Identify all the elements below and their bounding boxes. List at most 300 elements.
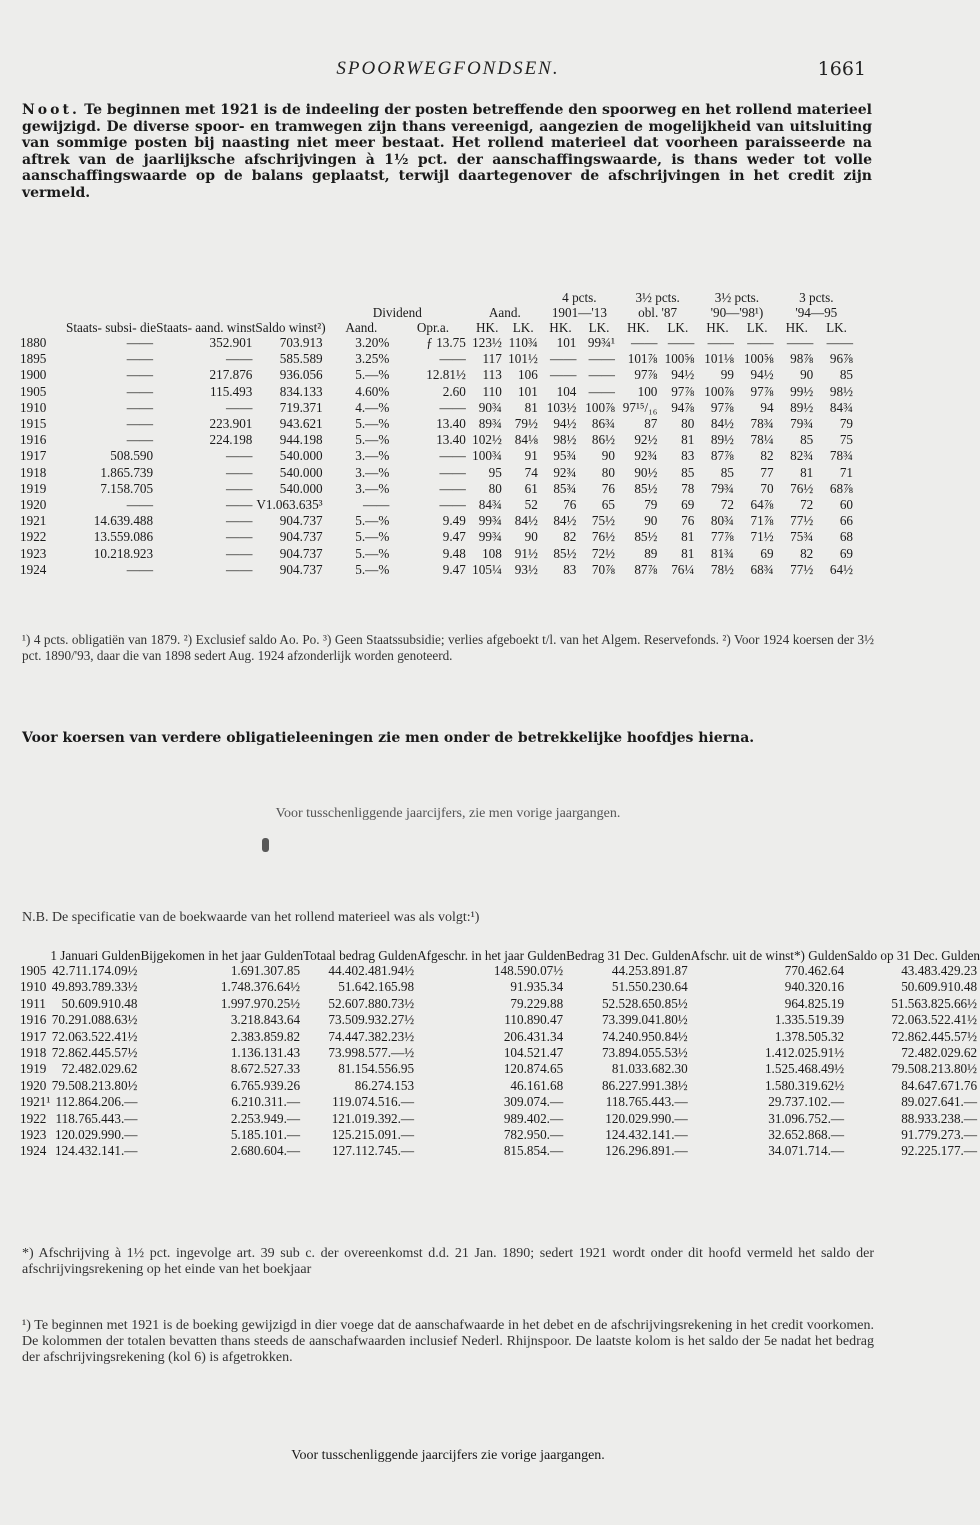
table-cell: ƒ 13.75	[426, 335, 466, 350]
ink-smudge	[262, 838, 269, 852]
table-cell: 74	[524, 464, 538, 480]
table-cell: 964.825.19	[784, 995, 845, 1011]
table-cell: 6.765.939.26	[230, 1077, 301, 1093]
table-cell: 127.112.745.—	[332, 1143, 415, 1159]
table-cell: 106	[518, 367, 538, 383]
table-cell: 73.894.055.53½	[601, 1045, 688, 1061]
table-cell: 3.—%	[355, 480, 390, 496]
table-cell: ——	[588, 383, 615, 399]
table-cell: ——	[226, 480, 253, 496]
table-cell: 90	[601, 448, 615, 464]
table-cell: 100⅝	[664, 351, 695, 367]
table-cell: ——	[226, 351, 253, 367]
table-cell: 119.074.516.—	[332, 1094, 415, 1110]
table-cell: 85	[839, 367, 853, 383]
table-cell: 98⅞	[790, 351, 814, 367]
col-35pct-b-sub: '90—'98¹)	[710, 305, 764, 320]
table-cell: 1922	[20, 529, 47, 545]
col-4pct-hk: HK.	[549, 320, 572, 335]
table-cell: 9.49	[442, 513, 466, 529]
table-cell: 87⅞	[634, 561, 658, 577]
table-cell: ——	[126, 399, 154, 415]
col2-bedrag: Bedrag 31 Dec. Gulden	[566, 948, 691, 963]
col-aand-lk: LK.	[512, 320, 534, 335]
col2-totaal: Totaal bedrag Gulden	[303, 948, 418, 963]
note-tusschen-2: Voor tusschenliggende jaarcijfers zie vorige jaargangen.	[291, 1448, 605, 1463]
table-cell: 102½	[472, 432, 502, 448]
table-cell: 5.—%	[355, 432, 390, 448]
table-cell: 72.482.029.62	[901, 1045, 978, 1061]
table-cell: 91½	[514, 545, 538, 561]
table-cell: 1916	[20, 432, 47, 448]
table-cell: 76½	[790, 480, 814, 496]
table-cell: ——	[439, 464, 466, 480]
table-cell: 224.198	[209, 432, 253, 448]
col2-afgeschreven: Afgeschr. in het jaar Gulden	[417, 948, 567, 963]
table-cell: 904.737	[279, 545, 323, 561]
table-cell: 8.672.527.33	[230, 1061, 301, 1077]
table-cell: 72	[800, 497, 814, 513]
table-cell: ——	[707, 335, 734, 350]
table-cell: ——	[226, 545, 253, 561]
table-cell: 1922	[20, 1110, 47, 1126]
table-cell: 3.218.843.64	[230, 1012, 301, 1028]
table-row	[20, 513, 856, 529]
table-cell: 5.—%	[355, 416, 390, 432]
table-cell: 110¾	[508, 335, 538, 350]
table-cell: 508.590	[110, 448, 154, 464]
table-row	[20, 416, 856, 432]
table-cell: 904.737	[279, 529, 323, 545]
table-cell: 50.609.910.48	[61, 995, 138, 1011]
table-cell: 97⅞	[671, 383, 695, 399]
table-cell: 91.935.34	[510, 979, 564, 995]
table-cell: 1895	[20, 351, 47, 367]
table-cell: 92½	[634, 432, 658, 448]
table-cell: 68¾	[750, 561, 774, 577]
table-cell: 96⅞	[829, 351, 853, 367]
table-cell: 72.063.522.41½	[891, 1012, 978, 1028]
table-cell: 77⅞	[710, 529, 734, 545]
col-35pct-b-label: 3½ pcts.	[714, 290, 760, 305]
table-cell: 540.000	[279, 464, 323, 480]
col-saldo: Saldo winst²)	[255, 320, 326, 335]
table-cell: 3.25%	[355, 351, 390, 367]
table-cell: 9.47	[442, 561, 466, 577]
table-cell: ——	[786, 335, 814, 350]
note-text: Te beginnen met 1921 is de indeeling der posten betreffende den spoorweg en het rollend materieel gewijzigd. De diverse spoor- en tramwegen zijn thans vereenigd, aangezien de mogelijkheid van uitsluiting van sommige posten bij naasting niet meer bestaat. Het rollend materieel dat voorheen paraisseerde na aftrek van de jaarlijksche afschrijvingen à 1½ pct. der aanschaffingswaarde, is thans weder tot volle aanschaffingswaarde op de balans geplaatst, terwijl daartegenover de afschrijvingen in het credit zijn vermeld.	[22, 102, 872, 201]
table-cell: 108	[482, 545, 502, 561]
table-cell: 12.81½	[426, 367, 466, 383]
table-cell: 87	[644, 416, 658, 432]
note-koersen: Voor koersen van verdere obligatieleeningen zie men onder de betrekkelijke hoofdjes hierna.	[22, 730, 755, 746]
table-cell: 81	[681, 545, 695, 561]
table-cell: 86.227.991.38½	[601, 1077, 688, 1093]
table-cell: 74.447.382.23½	[328, 1028, 415, 1044]
table-cell: 105¼	[472, 561, 502, 577]
table-cell: 13.40	[436, 432, 466, 448]
table-cell: 103½	[546, 399, 577, 415]
table-cell: 1915	[20, 416, 47, 432]
table-cell: 42.711.174.09½	[52, 963, 138, 978]
table-cell: 85	[681, 464, 695, 480]
table-cell: 95	[488, 464, 502, 480]
table-row	[20, 1127, 980, 1143]
col-aand-label: Aand.	[488, 305, 521, 320]
table-cell: 81	[524, 399, 538, 415]
table-cell: ——	[439, 480, 466, 496]
table-cell: ——	[126, 561, 154, 577]
table-cell: 13.40	[436, 416, 466, 432]
note-paragraph	[22, 102, 872, 201]
table-cell: 1.997.970.25½	[220, 995, 301, 1011]
table-cell: 66	[839, 513, 853, 529]
table-cell: 1921¹	[20, 1094, 51, 1110]
table-row	[20, 996, 980, 1012]
table-cell: 148.590.07½	[493, 963, 564, 978]
table-cell: 88.933.238.—	[901, 1110, 978, 1126]
table-cell: 5.185.101.—	[230, 1127, 301, 1143]
table-cell: 1916	[20, 1012, 47, 1028]
table-cell: 1.378.505.32	[774, 1028, 845, 1044]
table-row	[20, 384, 856, 400]
table-row	[20, 432, 856, 448]
table-cell: ——	[126, 432, 154, 448]
table-cell: 52	[524, 497, 538, 513]
table-cell: 76	[601, 480, 615, 496]
table-cell: 100⅞	[704, 383, 734, 399]
table-cell: 77½	[790, 513, 814, 529]
table-cell: 112.864.206.—	[55, 1094, 138, 1110]
table-cell: 1.412.025.91½	[764, 1045, 845, 1061]
table-cell: 100⅞	[585, 399, 615, 415]
table-cell: 69	[760, 545, 774, 561]
table-cell: 31.096.752.—	[768, 1110, 845, 1126]
table-cell: 1.580.319.62½	[764, 1077, 845, 1093]
table-cell: 91	[524, 448, 538, 464]
table-cell: 100¾	[472, 448, 502, 464]
col-dividend	[326, 290, 469, 335]
table-cell: ——	[550, 351, 577, 367]
table-cell: 540.000	[279, 480, 323, 496]
table-row	[20, 546, 856, 562]
table-cell: ——	[747, 335, 774, 350]
table-cell: 2.680.604.—	[230, 1143, 301, 1159]
table-cell: 94⅞	[671, 399, 695, 415]
table-cell: 51.563.825.66½	[891, 995, 978, 1011]
table-cell: 81	[681, 432, 695, 448]
table-cell: 51.550.230.64	[611, 979, 688, 995]
table-cell: 73.509.932.27½	[328, 1012, 415, 1028]
table-cell: 44.402.481.94½	[328, 963, 415, 978]
table-cell: 352.901	[209, 335, 253, 350]
table-cell: 68⅞	[829, 480, 853, 496]
table-cell: 2.383.859.82	[230, 1028, 301, 1044]
table-cell: 52.607.880.73½	[328, 995, 415, 1011]
table-cell: 585.589	[279, 351, 323, 367]
table-cell: 94½	[553, 416, 577, 432]
table-cell: 77½	[790, 561, 814, 577]
table-cell: 98½	[829, 383, 853, 399]
table-cell: ——	[667, 335, 695, 350]
table-cell: 90¾	[478, 399, 502, 415]
table-cell: 125.215.091.—	[331, 1127, 415, 1143]
col-3pct-label: 3 pcts.	[799, 290, 834, 305]
footnotes-table1: ¹) 4 pcts. obligatiën van 1879. ²) Exclusief saldo Ao. Po. ³) Geen Staatssubsidie; verlies afgeboekt t/l. van het Algem. Reservefonds. ²) Voor 1924 koersen der 3½ pct. 1890/'93, daar die van 1898 sedert Aug. 1924 afzonderlijk worden genoteerd.	[22, 632, 874, 663]
table-cell: 101	[556, 335, 577, 350]
table-cell: 1923	[20, 1127, 47, 1143]
table-cell: 124.432.141.—	[55, 1143, 138, 1159]
table-cell: 84½	[553, 513, 577, 529]
table-cell: 99¾¹	[587, 335, 615, 350]
table-cell: 70⅞	[591, 561, 615, 577]
table-row	[20, 1061, 980, 1077]
table-cell: 77	[760, 464, 774, 480]
table-cell: 101⅛	[704, 351, 734, 367]
table-cell: 5.—%	[355, 545, 390, 561]
table-cell: 5.—%	[355, 367, 390, 383]
table-cell: 73.998.577.—½	[328, 1045, 415, 1061]
table-cell: ——	[126, 383, 154, 399]
table-cell: 113	[482, 367, 502, 383]
col-aand-hk: HK.	[476, 320, 499, 335]
table-cell: ——	[126, 416, 154, 432]
table-cell: 90	[524, 529, 538, 545]
table-cell: 1923	[20, 545, 47, 561]
table-cell: ——	[126, 335, 154, 350]
table-cell: 64½	[829, 561, 853, 577]
table-row	[20, 963, 980, 979]
table-cell: 1.748.376.64½	[220, 979, 301, 995]
table-cell: 217.876	[209, 367, 253, 383]
col-dividend-aand: Aand.	[345, 320, 378, 335]
table1-body	[20, 335, 856, 578]
table-cell: 79.508.213.80½	[891, 1061, 978, 1077]
col-4pct-lk: LK.	[588, 320, 610, 335]
table-cell: ——	[439, 399, 466, 415]
table-cell: 64⅞	[750, 497, 774, 513]
table-cell: 70	[760, 480, 774, 496]
table-cell: 84.647.671.76	[901, 1077, 978, 1093]
col-35pct-a-lk: LK.	[667, 320, 689, 335]
table-cell: 84½	[710, 416, 734, 432]
col-staatsaand: Staats- aand. winst	[156, 320, 256, 335]
table-cell: 81.033.682.30	[611, 1061, 688, 1077]
table-cell: 904.737	[279, 513, 323, 529]
table-row	[20, 1029, 980, 1045]
table-cell: 4.—%	[355, 399, 390, 415]
table-cell: 52.528.650.85½	[601, 995, 688, 1011]
table-cell: 110.890.47	[504, 1012, 564, 1028]
table-cell: 92¾	[553, 464, 577, 480]
col2-januari: 1 Januari Gulden	[50, 948, 141, 963]
col-dividend-opra: Opr.a.	[416, 320, 450, 335]
table-cell: 86.274.153	[354, 1077, 415, 1093]
table-row	[20, 481, 856, 497]
col-3pct-hk: HK.	[785, 320, 808, 335]
table-cell: 84¾	[478, 497, 502, 513]
table-cell: 61	[524, 480, 538, 496]
table-cell: 82	[800, 545, 814, 561]
koersen-table	[20, 290, 856, 578]
table-row	[20, 465, 856, 481]
table-cell: 1918	[20, 1045, 47, 1061]
table-cell: 78¼	[750, 432, 774, 448]
table-cell: 1918	[20, 464, 47, 480]
table-cell: 97⅞	[750, 383, 774, 399]
table-row	[20, 529, 856, 545]
table-cell: 124.432.141.—	[605, 1127, 688, 1143]
table-cell: 1905	[20, 963, 47, 978]
table-row	[20, 1111, 980, 1127]
table-cell: ——	[126, 351, 154, 367]
table-cell: 104	[556, 383, 577, 399]
table-cell: 5.—%	[355, 529, 390, 545]
table-cell: ——	[439, 351, 466, 367]
table-cell: 99	[720, 367, 734, 383]
col-3pct	[777, 290, 856, 335]
table-cell: 118.765.443.—	[605, 1094, 688, 1110]
table-cell: 989.402.—	[503, 1110, 564, 1126]
table-cell: 1911	[20, 995, 46, 1011]
table-cell: ——	[126, 367, 154, 383]
table-cell: 1.691.307.85	[230, 963, 301, 978]
table-cell: 14.639.488	[93, 513, 154, 529]
table-cell: 79.508.213.80½	[51, 1077, 138, 1093]
table-cell: 80¾	[710, 513, 734, 529]
col2-afschr-winst: Afschr. uit de winst*) Gulden	[690, 948, 848, 963]
table-cell: 943.621	[279, 416, 323, 432]
table-row	[20, 448, 856, 464]
table-cell: 95¾	[553, 448, 577, 464]
table-cell: 73.399.041.80½	[601, 1012, 688, 1028]
table-cell: 81	[681, 529, 695, 545]
table-cell: 34.071.714.—	[768, 1143, 845, 1159]
table-row	[20, 351, 856, 367]
table-cell: 50.609.910.48	[901, 979, 978, 995]
table-cell: 74.240.950.84½	[601, 1028, 688, 1044]
col2-saldo: Saldo op 31 Dec. Gulden	[847, 948, 980, 963]
table-cell: 72½	[591, 545, 615, 561]
table-cell: ——	[226, 529, 253, 545]
table2-header-row	[20, 948, 980, 963]
table-cell: 123½	[472, 335, 502, 350]
table-cell: 80	[601, 464, 615, 480]
table-cell: 84¾	[829, 399, 853, 415]
table-cell: 206.431.34	[503, 1028, 564, 1044]
table-cell: ——	[226, 513, 253, 529]
table-cell: 309.074.—	[503, 1094, 564, 1110]
table-cell: 81	[800, 464, 814, 480]
note-label: Noot.	[22, 102, 80, 118]
table-cell: 1920	[20, 1077, 47, 1093]
table-cell: 84⅛	[514, 432, 538, 448]
table-cell: 703.913	[279, 335, 323, 350]
table-cell: 13.559.086	[93, 529, 154, 545]
table-cell: 85½	[634, 529, 658, 545]
table-cell: 115.493	[210, 383, 253, 399]
table-cell: 89.027.641.—	[901, 1094, 978, 1110]
table-cell: 79.229.88	[510, 995, 564, 1011]
table-cell: 79	[644, 497, 658, 513]
table-cell: ——	[826, 335, 853, 350]
table-cell: 904.737	[279, 561, 323, 577]
table-cell: 85½	[553, 545, 577, 561]
table-cell: 120.874.65	[503, 1061, 564, 1077]
table-cell: 126.296.891.—	[605, 1143, 688, 1159]
table-cell: 1.865.739	[100, 464, 154, 480]
table-cell: 69	[839, 545, 853, 561]
table-cell: 93½	[514, 561, 538, 577]
table-cell: 43.483.429.23	[901, 963, 978, 978]
table-cell: 1917	[20, 448, 47, 464]
table-cell: 99½	[790, 383, 814, 399]
table-cell: 85	[800, 432, 814, 448]
table-cell: 51.642.165.98	[338, 979, 415, 995]
table-row	[20, 979, 980, 995]
table-cell: ——	[588, 367, 615, 383]
table-cell: 86¾	[591, 416, 615, 432]
table-cell: ——	[126, 497, 154, 513]
table-cell: 1919	[20, 1061, 47, 1077]
table-cell: 98½	[553, 432, 577, 448]
table-cell: 89½	[790, 399, 814, 415]
table-cell: 3.—%	[355, 464, 390, 480]
table-cell: ——	[226, 399, 253, 415]
table-cell: 782.950.—	[503, 1127, 564, 1143]
table-cell: 90½	[634, 464, 658, 480]
table-cell: ——	[439, 497, 466, 513]
table-cell: 3.—%	[355, 448, 390, 464]
table-cell: 79½	[514, 416, 538, 432]
col-35pct-b	[697, 290, 776, 335]
table-cell: 83	[563, 561, 577, 577]
table-cell: 78¾	[750, 416, 774, 432]
col-3pct-lk: LK.	[826, 320, 847, 335]
table-cell: 82	[760, 448, 774, 464]
table-cell: 1.525.468.49½	[764, 1061, 845, 1077]
table-cell: ——	[631, 335, 658, 350]
table-cell: ——	[226, 464, 253, 480]
table-cell: 72	[720, 497, 734, 513]
table-cell: 1905	[20, 383, 47, 399]
table-cell: 82	[563, 529, 577, 545]
table-row	[20, 497, 856, 513]
col2-bijgekomen: Bijgekomen in het jaar Gulden	[140, 948, 304, 963]
table-cell: 117	[482, 351, 502, 367]
col-aand	[469, 290, 541, 335]
table-cell: 118.765.443.—	[55, 1110, 138, 1126]
col-35pct-a	[618, 290, 697, 335]
table-cell: 719.371	[279, 399, 323, 415]
table-cell: 104.521.47	[503, 1045, 564, 1061]
table-cell: 101½	[508, 351, 538, 367]
table-cell: 72.862.445.57½	[891, 1028, 978, 1044]
table-cell: 223.901	[209, 416, 253, 432]
col-4pct	[541, 290, 618, 335]
col-35pct-a-sub: obl. '87	[638, 305, 678, 320]
col-3pct-sub: '94—95	[795, 305, 838, 320]
table-cell: 94½	[671, 367, 695, 383]
table-cell: ——	[362, 497, 390, 513]
table-cell: 97¹⁵/₁₆	[622, 399, 658, 415]
table-cell: 97⅞	[634, 367, 658, 383]
table-cell: 75¾	[790, 529, 814, 545]
table-cell: 1.136.131.43	[230, 1045, 301, 1061]
table-cell: 78½	[710, 561, 734, 577]
table-cell: 44.253.891.87	[611, 963, 688, 978]
table-row	[20, 1078, 980, 1094]
